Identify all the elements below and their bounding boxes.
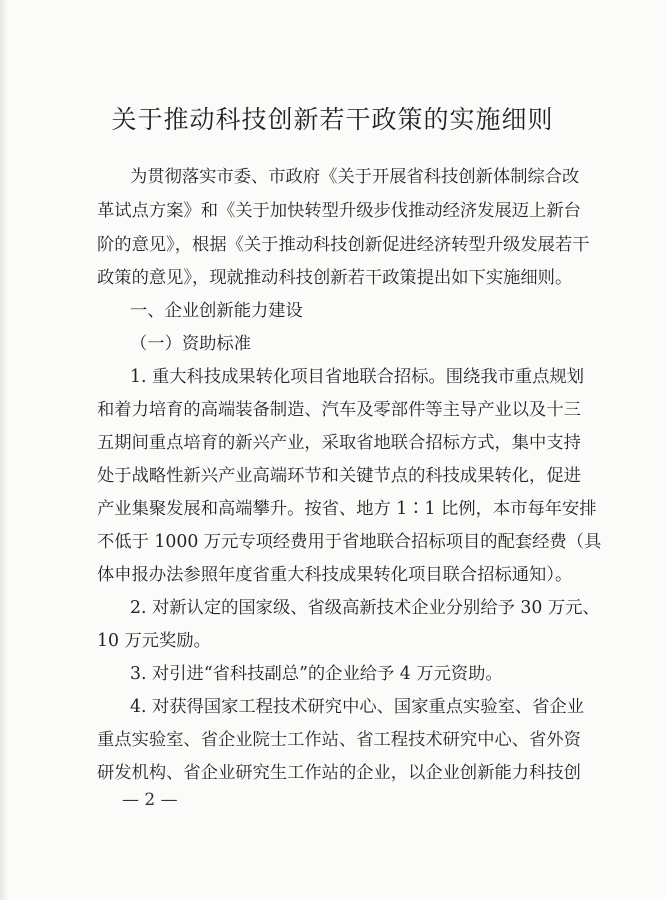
paragraph-line: 五期间重点培育的新兴产业，采取省地联合招标方式，集中支持 [97,433,581,453]
paragraph-line: 4. 对获得国家工程技术研究中心、国家重点实验室、省企业 [130,697,585,717]
paragraph-line: 1. 重大科技成果转化项目省地联合招标。围绕我市重点规划 [130,367,585,387]
paragraph-line: 2. 对新认定的国家级、省级高新技术企业分别给予 30 万元、 [130,598,600,618]
paragraph-line: 政策的意见》，现就推动科技创新若干政策提出如下实施细则。 [97,268,573,288]
subsection-heading: （一）资助标准 [130,334,251,354]
paragraph-line: 阶的意见》，根据《关于推动科技创新促进经济转型升级发展若干 [97,235,590,255]
paragraph-line: 处于战略性新兴产业高端环节和关键节点的科技成果转化，促进 [97,466,581,486]
paragraph-line: 3. 对引进“省科技副总”的企业给予 4 万元资助。 [130,664,503,684]
paragraph-line: 重点实验室、省企业院士工作站、省工程技术研究中心、省外资 [97,730,581,750]
page-number: — 2 — [122,790,178,810]
paragraph-line: 10 万元奖励。 [97,631,211,651]
paragraph-line: 不低于 1000 万元专项经费用于省地联合招标项目的配套经费（具 [97,532,602,552]
paragraph-line: 产业集聚发展和高端攀升。按省、地方 1∶1 比例，本市每年安排 [97,499,597,519]
section-heading: 一、企业创新能力建设 [130,301,303,321]
paragraph-line: 研发机构、省企业研究生工作站的企业，以企业创新能力科技创 [97,763,581,783]
paragraph-line: 为贯彻落实市委、市政府《关于开展省科技创新体制综合改 [130,167,580,187]
paragraph-line: 和着力培育的高端装备制造、汽车及零部件等主导产业以及十三 [97,400,581,420]
paragraph-line: 革试点方案》和《关于加快转型升级步伐推动经济发展迈上新台 [97,201,581,221]
document-title: 关于推动科技创新若干政策的实施细则 [111,105,554,134]
paragraph-line: 体申报办法参照年度省重大科技成果转化项目联合招标通知）。 [97,565,573,585]
